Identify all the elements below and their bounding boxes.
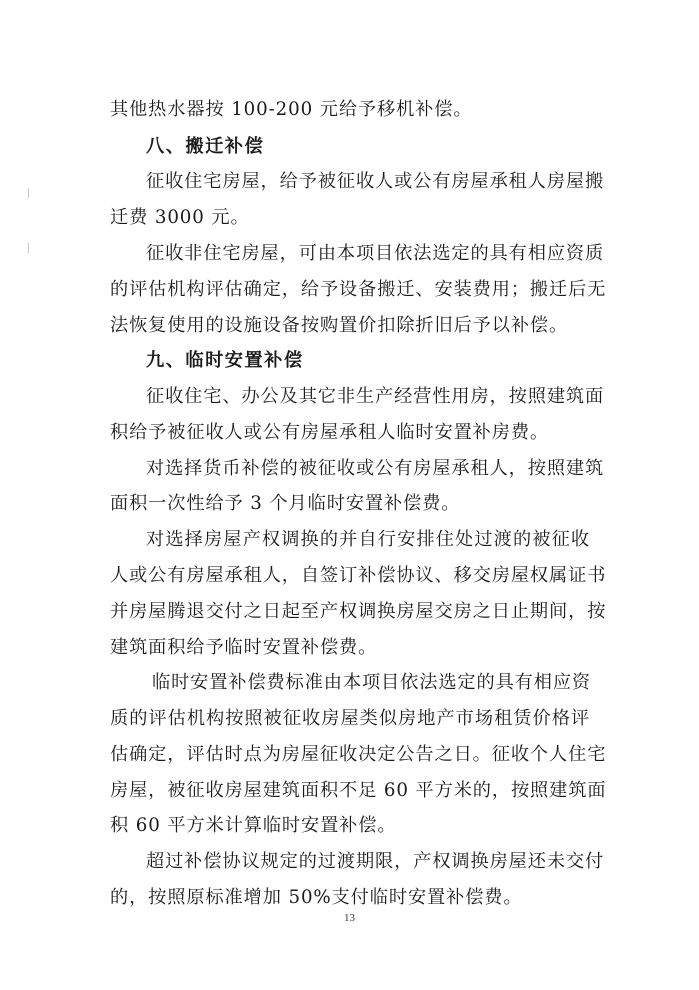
paragraph-line: 并房屋腾退交付之日起至产权调换房屋交房之日止期间，按	[110, 601, 607, 622]
paragraph-line: 积 60 平方米计算临时安置补偿。	[110, 815, 397, 836]
paragraph-line: 面积一次性给予 3 个月临时安置补偿费。	[110, 493, 461, 514]
paragraph-line: 积给予被征收人或公有房屋承租人临时安置补房费。	[110, 422, 550, 443]
paragraph-line: 征收非住宅房屋，可由本项目依法选定的具有相应资质	[146, 243, 605, 264]
page-number: 13	[344, 912, 355, 924]
paragraph-line: 征收住宅、办公及其它非生产经营性用房，按照建筑面	[146, 386, 605, 407]
paragraph-line: 的，按照原标准增加 50%支付临时安置补偿费。	[110, 887, 523, 908]
paragraph-line: 其他热水器按 100-200 元给予移机补偿。	[110, 99, 473, 120]
section-heading-relocation: 八、搬迁补偿	[146, 136, 265, 157]
paragraph-line: 超过补偿协议规定的过渡期限，产权调换房屋还未交付	[146, 851, 605, 872]
paragraph-line: 征收住宅房屋，给予被征收人或公有房屋承租人房屋搬	[146, 171, 605, 192]
paragraph-line: 房屋，被征收房屋建筑面积不足 60 平方米的，按照建筑面	[110, 780, 607, 801]
paragraph-line: 人或公有房屋承租人，自签订补偿协议、移交房屋权属证书	[110, 565, 607, 586]
paragraph-line: 法恢复使用的设施设备按购置价扣除折旧后予以补偿。	[110, 315, 569, 336]
paragraph-line: 迁费 3000 元。	[110, 207, 250, 228]
scan-artifact	[28, 243, 29, 253]
paragraph-line: 的评估机构评估确定，给予设备搬迁、安装费用；搬迁后无	[110, 279, 607, 300]
section-heading-temporary-resettlement: 九、临时安置补偿	[146, 350, 304, 371]
paragraph-line: 质的评估机构按照被征收房屋类似房地产市场租赁价格评	[110, 708, 590, 729]
paragraph-line: 对选择房屋产权调换的并自行安排住处过渡的被征收	[146, 529, 590, 550]
paragraph-line: 建筑面积给予临时安置补偿费。	[110, 637, 378, 658]
paragraph-line: 估确定，评估时点为房屋征收决定公告之日。征收个人住宅	[110, 744, 607, 765]
scan-artifact	[28, 188, 29, 198]
paragraph-line: 对选择货币补偿的被征收或公有房屋承租人，按照建筑	[146, 458, 605, 479]
paragraph-line: 临时安置补偿费标准由本项目依法选定的具有相应资	[152, 672, 592, 693]
